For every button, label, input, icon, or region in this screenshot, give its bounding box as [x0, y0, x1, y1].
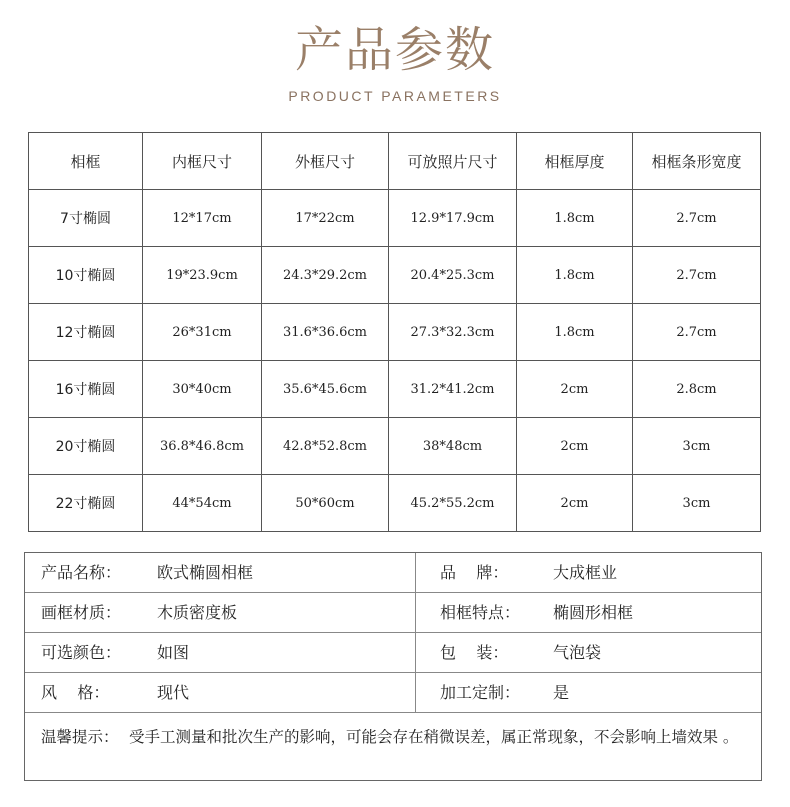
- table-cell: 3cm: [633, 418, 761, 475]
- table-cell: 1.8cm: [517, 247, 633, 304]
- info-value: 大成框业: [553, 563, 618, 582]
- table-cell: 12寸椭圆: [29, 304, 143, 361]
- notice: [41, 725, 753, 750]
- info-label: 加工定制：: [440, 683, 521, 702]
- table-cell: 2.7cm: [633, 247, 761, 304]
- table-cell: 36.8*46.8cm: [143, 418, 262, 475]
- notice-text: 受手工测量和批次生产的影响，可能会存在稍微误差，属正常现象，不会影响上墙效果 。: [129, 728, 739, 746]
- info-row: [25, 633, 761, 673]
- table-cell: 3cm: [633, 475, 761, 532]
- table-row: [29, 475, 761, 532]
- table-cell: 50*60cm: [262, 475, 389, 532]
- column-divider: [415, 673, 416, 713]
- info-row: [25, 593, 761, 633]
- column-header: 外框尺寸: [262, 133, 389, 190]
- column-header: 相框厚度: [517, 133, 633, 190]
- table-cell: 12.9*17.9cm: [389, 190, 517, 247]
- table-cell: 26*31cm: [143, 304, 262, 361]
- table-row: [29, 418, 761, 475]
- info-label: 画框材质：: [41, 603, 122, 622]
- column-divider: [415, 633, 416, 673]
- table-cell: 17*22cm: [262, 190, 389, 247]
- table-row: [29, 304, 761, 361]
- table-cell: 19*23.9cm: [143, 247, 262, 304]
- table-cell: 22寸椭圆: [29, 475, 143, 532]
- info-label: 风 格：: [41, 683, 110, 702]
- table-cell: 35.6*45.6cm: [262, 361, 389, 418]
- table-cell: 31.2*41.2cm: [389, 361, 517, 418]
- table-cell: 31.6*36.6cm: [262, 304, 389, 361]
- info-value: 气泡袋: [553, 643, 602, 662]
- table-cell: 12*17cm: [143, 190, 262, 247]
- info-value: 木质密度板: [157, 603, 238, 622]
- info-label: 包 装：: [440, 643, 509, 662]
- table-cell: 42.8*52.8cm: [262, 418, 389, 475]
- page-subtitle: PRODUCT PARAMETERS: [288, 88, 502, 104]
- table-cell: 1.8cm: [517, 304, 633, 361]
- table-header-row: [29, 133, 761, 190]
- table-cell: 27.3*32.3cm: [389, 304, 517, 361]
- info-row: [25, 553, 761, 593]
- table-cell: 24.3*29.2cm: [262, 247, 389, 304]
- table-cell: 7寸椭圆: [29, 190, 143, 247]
- column-header: 内框尺寸: [143, 133, 262, 190]
- info-value: 如图: [157, 643, 190, 662]
- notice-label: 温馨提示：: [41, 728, 119, 746]
- table-row: [29, 247, 761, 304]
- info-label: 可选颜色：: [41, 643, 122, 662]
- column-divider: [415, 593, 416, 633]
- column-header: 可放照片尺寸: [389, 133, 517, 190]
- table-cell: 2.8cm: [633, 361, 761, 418]
- table-cell: 20.4*25.3cm: [389, 247, 517, 304]
- page-title: 产品参数: [294, 22, 495, 78]
- info-label: 品 牌：: [440, 563, 509, 582]
- product-info-panel: [24, 552, 762, 781]
- info-row: [25, 673, 761, 713]
- table-cell: 44*54cm: [143, 475, 262, 532]
- table-cell: 38*48cm: [389, 418, 517, 475]
- table-cell: 45.2*55.2cm: [389, 475, 517, 532]
- table-cell: 2cm: [517, 475, 633, 532]
- info-value: 现代: [157, 683, 190, 702]
- info-value: 欧式椭圆相框: [157, 563, 254, 582]
- info-label: 相框特点：: [440, 603, 521, 622]
- table-cell: 1.8cm: [517, 190, 633, 247]
- size-parameters-table: [28, 132, 761, 532]
- table-cell: 2cm: [517, 418, 633, 475]
- table-cell: 20寸椭圆: [29, 418, 143, 475]
- table-cell: 2.7cm: [633, 304, 761, 361]
- table-row: [29, 190, 761, 247]
- info-label: 产品名称：: [41, 563, 122, 582]
- column-divider: [415, 553, 416, 593]
- table-cell: 2.7cm: [633, 190, 761, 247]
- info-value: 是: [553, 683, 570, 702]
- table-row: [29, 361, 761, 418]
- table-cell: 16寸椭圆: [29, 361, 143, 418]
- table-cell: 30*40cm: [143, 361, 262, 418]
- table-cell: 10寸椭圆: [29, 247, 143, 304]
- column-header: 相框条形宽度: [633, 133, 761, 190]
- info-value: 椭圆形相框: [553, 603, 634, 622]
- column-header: 相框: [29, 133, 143, 190]
- table-cell: 2cm: [517, 361, 633, 418]
